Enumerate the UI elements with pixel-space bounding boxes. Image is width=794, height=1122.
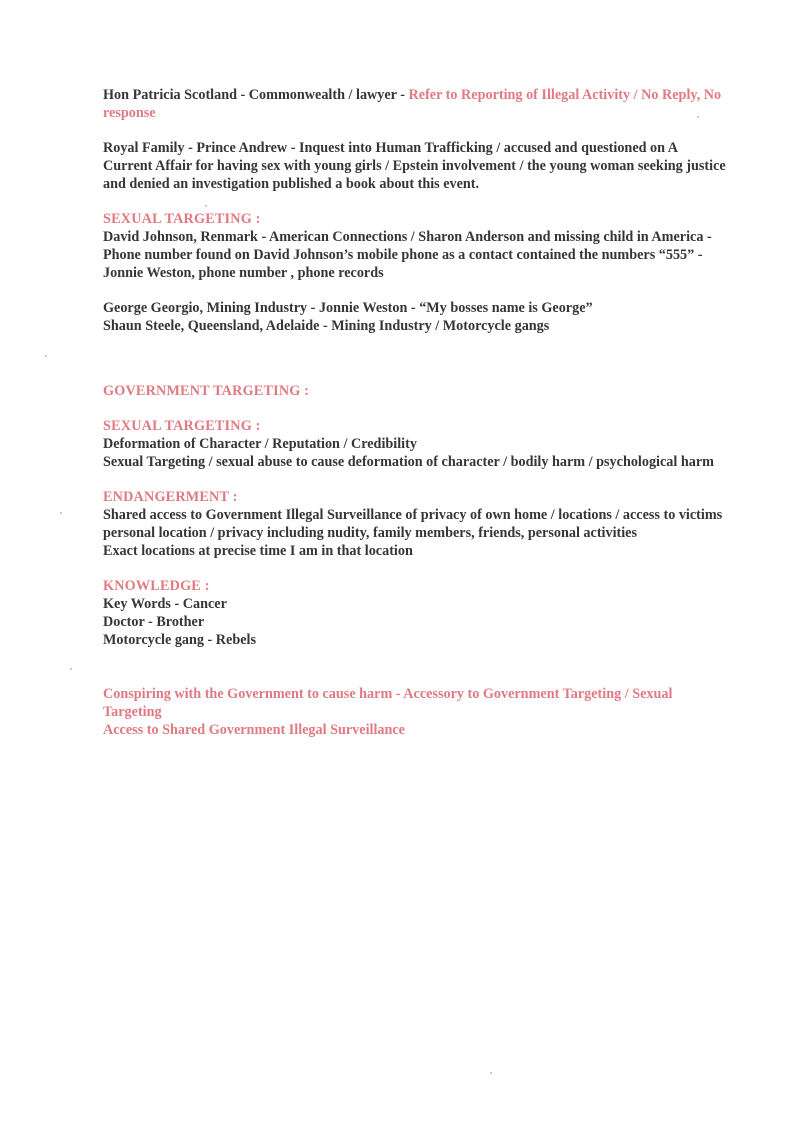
entry-patricia-scotland-lead: Hon Patricia Scotland - Commonwealth / lawyer -	[103, 87, 409, 103]
government-targeting-heading: GOVERNMENT TARGETING :	[103, 383, 310, 399]
conclusion-access: Access to Shared Government Illegal Surveillance	[103, 722, 405, 738]
sexual-targeting-text-1: David Johnson, Renmark - American Connections / Sharon Anderson and missing child in America - Phone number found on David Johnson’s mobile phone as a contact contained the numbers “555” - Jonnie Weston, phone number , phone records	[103, 229, 712, 281]
entry-patricia-scotland	[103, 86, 729, 122]
sexual-abuse-line: Sexual Targeting / sexual abuse to cause deformation of character / bodily harm / psychological harm	[103, 454, 714, 470]
scan-speck	[205, 205, 207, 207]
entry-royal-family: Royal Family - Prince Andrew - Inquest into Human Trafficking / accused and questioned on A Current Affair for having sex with young girls / Epstein involvement / the young woman seeking justice and denied an investigation published a book about this event.	[103, 140, 726, 192]
document-body	[103, 86, 729, 739]
sexual-targeting-heading-2: SEXUAL TARGETING :	[103, 418, 261, 434]
sexual-targeting-heading-1: SEXUAL TARGETING :	[103, 211, 261, 227]
entry-patricia-scotland-response: Refer to Reporting of Illegal Activity / No Reply, No response	[103, 87, 722, 121]
knowledge-item: Doctor - Brother	[103, 614, 205, 630]
knowledge-item: Motorcycle gang - Rebels	[103, 632, 257, 648]
scan-speck	[490, 1072, 492, 1074]
exact-locations-line: Exact locations at precise time I am in that location	[103, 543, 413, 559]
conclusion-conspiring: Conspiring with the Government to cause harm - Accessory to Government Targeting / Sexual Targeting	[103, 686, 673, 720]
endangerment-heading: ENDANGERMENT :	[103, 489, 238, 505]
deformation-line: Deformation of Character / Reputation / Credibility	[103, 436, 417, 452]
mining-line-george: George Georgio, Mining Industry - Jonnie Weston - “My bosses name is George”	[103, 300, 593, 316]
scan-speck	[697, 116, 699, 118]
surveillance-line: Shared access to Government Illegal Surveillance of privacy of own home / locations / access to victims personal location / privacy including nudity, family members, friends, personal activities	[103, 507, 723, 541]
knowledge-heading: KNOWLEDGE :	[103, 578, 210, 594]
scan-speck	[45, 355, 47, 357]
mining-line-shaun: Shaun Steele, Queensland, Adelaide - Mining Industry / Motorcycle gangs	[103, 318, 550, 334]
scan-speck	[60, 512, 62, 514]
scan-speck	[70, 668, 72, 670]
knowledge-item: Key Words - Cancer	[103, 596, 227, 612]
